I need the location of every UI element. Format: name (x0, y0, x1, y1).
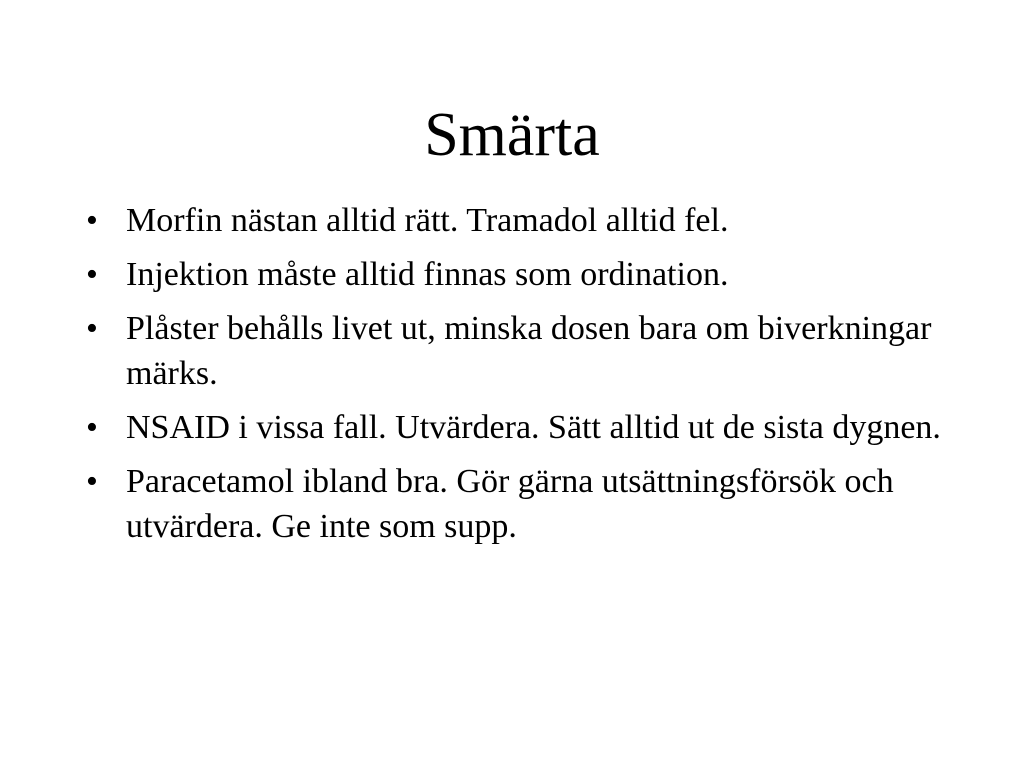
bullet-item (86, 459, 966, 549)
bullet-icon: • (86, 202, 98, 239)
bullet-text: Injektion måste alltid finnas som ordination. (126, 256, 729, 293)
bullet-item (86, 405, 966, 450)
bullet-icon: • (86, 463, 98, 500)
bullet-item (86, 306, 966, 396)
bullet-icon: • (86, 409, 98, 446)
bullet-text: Paracetamol ibland bra. Gör gärna utsättningsförsök och utvärdera. Ge inte som supp. (126, 463, 894, 545)
bullet-icon: • (86, 256, 98, 293)
bullet-item (86, 252, 966, 297)
bullet-text: Plåster behålls livet ut, minska dosen bara om biverkningar märks. (126, 310, 932, 392)
slide-title: Smärta (424, 101, 600, 169)
bullet-text: NSAID i vissa fall. Utvärdera. Sätt alltid ut de sista dygnen. (126, 409, 941, 446)
bullet-icon: • (86, 310, 98, 347)
bullet-item (86, 198, 966, 243)
bullet-text: Morfin nästan alltid rätt. Tramadol alltid fel. (126, 202, 729, 239)
bullet-list (86, 198, 966, 558)
